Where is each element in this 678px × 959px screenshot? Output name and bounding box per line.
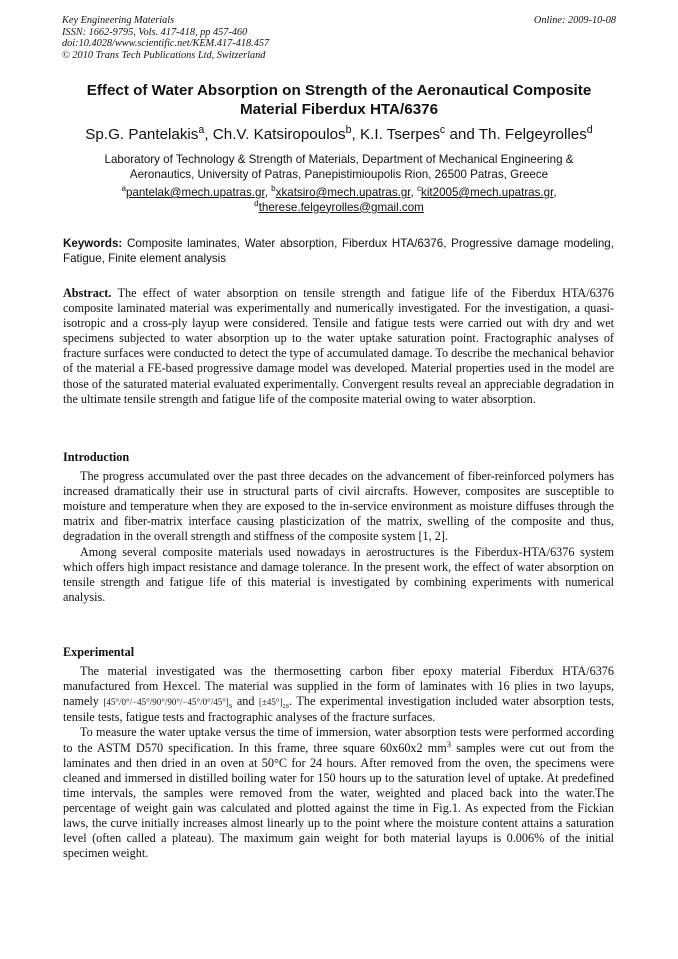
affiliation-line-1: Laboratory of Technology & Strength of Materials, Department of Mechanical Engineering &	[104, 153, 574, 166]
author-name: K.I. Tserpes	[360, 126, 440, 143]
layup-subscript: S	[228, 703, 233, 711]
email-link[interactable]: kit2005@mech.upatras.gr	[421, 186, 554, 199]
author-mark: c	[439, 123, 446, 136]
paragraph-text: . The experimental investigation included water absorption tests, tensile tests, fatigue tests and fractographic analyses of the fracture surfaces.	[63, 694, 615, 725]
online-date: Online: 2009-10-08	[533, 15, 616, 26]
author-separator: ,	[204, 126, 213, 143]
paragraph-text: To measure the water uptake versus the time of immersion, water absorption tests were performed according to the ASTM D570 specification. In this frame, three square 60x60x2 mm	[63, 725, 614, 755]
paragraph	[63, 664, 614, 725]
copyright-line: © 2010 Trans Tech Publications Ltd, Switzerland	[62, 49, 266, 61]
keywords-text: Composite laminates, Water absorption, Fiberdux HTA/6376, Progressive damage modeling, Fatigue, Finite element analysis	[63, 237, 614, 265]
issn-line: ISSN: 1662-9795, Vols. 417-418, pp 457-460	[62, 26, 248, 38]
keywords-label: Keywords:	[63, 237, 123, 250]
paragraph: The progress accumulated over the past three decades on the advancement of fiber-reinforced polymers has increased dramatically their use in structural parts of civil aircrafts. However, composites are susceptible to moisture and temperature when they are exposed to the in-service environment as moisture diffuses through the matrix and fiber-matrix interface causing plasticization of the matrix, swelling of the composite and thus, degradation in the overall strength and stiffness of the composite system [1, 2].	[63, 469, 614, 544]
journal-name: Key Engineering Materials	[62, 15, 175, 26]
paragraph	[63, 725, 614, 861]
author-name: Ch.V. Katsiropoulos	[212, 126, 346, 143]
experimental-section	[63, 645, 614, 861]
author-mark: a	[198, 123, 205, 136]
paragraph: Among several composite materials used nowadays in aerostructures is the Fiberdux-HTA/6376 system which offers high impact resistance and damage tolerance. In the present work, the effect of water absorption on tensile strength and fatigue life of this material is investigated by combining experiments with numerical analysis.	[63, 544, 614, 604]
author-name: Sp.G. Pantelakis	[85, 126, 199, 143]
title-line-1: Effect of Water Absorption on Strength of the Aeronautical Composite	[86, 82, 592, 99]
author-mark: b	[345, 123, 352, 136]
layup-notation	[258, 697, 290, 711]
email-link[interactable]: pantelak@mech.upatras.gr	[125, 186, 265, 199]
section-heading: Experimental	[63, 645, 135, 659]
email-mark: b	[271, 184, 276, 194]
email-mark: c	[416, 184, 422, 194]
section-heading: Introduction	[63, 450, 130, 464]
doi-line: doi:10.4028/www.scientific.net/KEM.417-418.457	[62, 38, 270, 50]
author-list	[30, 125, 648, 144]
title-line-2: Material Fiberdux HTA/6376	[239, 101, 439, 118]
email-mark: d	[254, 198, 259, 208]
journal-header	[62, 15, 616, 61]
author-separator: and	[445, 126, 479, 143]
email-mark: a	[121, 184, 126, 194]
layup-formula: [45°/0°/−45°/90°/90°/−45°/0°/45°]	[103, 697, 229, 708]
abstract-text: The effect of water absorption on tensile strength and fatigue life of the Fiberdux HTA/6376 composite laminated material was experimentally and numerically investigated. For the investigation, a quasi-isotropic and a cross-ply layup were considered. Tensile and fatigue tests were carried out with dry and wet specimens subjected to water absorption up to the water uptake saturation point. Fractographic analyses of fracture surfaces were conducted to detect the type of accumulated damage. To describe the mechanical behavior of the material a FE-based progressive damage model was developed. Material properties used in the model are those of the saturated material evaluated experimentally. Convergent results reveal an appreciable degradation in the ultimate tensile strength and fatigue life of the composite material owing to water absorption.	[63, 286, 614, 406]
affiliation-line-2: Aeronautics, University of Patras, Panepistimioupolis Rion, 26500 Patras, Greece	[129, 167, 549, 181]
author-separator: ,	[351, 126, 360, 143]
paragraph-text: and	[236, 694, 255, 709]
abstract-label: Abstract.	[63, 286, 112, 300]
author-name: Th. Felgeyrolles	[478, 126, 587, 143]
introduction-section	[63, 450, 614, 605]
unit-superscript: 3	[446, 738, 452, 749]
paragraph-text: The material investigated was the thermosetting carbon fiber epoxy material Fiberdux HTA/6376 manufactured from Hexcel. The material was supplied in the form of laminates with 16 plies in two layups, namely	[63, 664, 614, 709]
affiliation	[60, 153, 618, 182]
layup-formula: [±45°]	[258, 697, 283, 708]
abstract	[63, 286, 614, 407]
layup-subscript: 2S	[282, 703, 290, 711]
email-list: $^a$pantelak@mech.upatras.gr, $^b$xkatsiro@mech.upatras.gr, $^c$kit2005@mech.upatras.gr, $^d$therese.felgeyrolles@gmail.com	[121, 184, 557, 214]
author-mark: d	[586, 123, 593, 136]
email-link[interactable]: xkatsiro@mech.upatras.gr	[275, 186, 411, 199]
email-link[interactable]: therese.felgeyrolles@gmail.com	[258, 200, 424, 214]
layup-notation	[103, 697, 233, 711]
keywords	[63, 237, 614, 266]
paper-title	[40, 81, 638, 119]
paragraph-text: samples were cut out from the laminates and then dried in an oven at 50°C for 24 hours. After removed from the oven, the specimens were cleaned and immersed in distilled boiling water for 150 hours up to the saturation level of uptake. At predefined time intervals, the samples were removed from the water, weighted and placed back into the water.The percentage of weight gain was calculated and plotted against the time in Fig.1. As expected from the Fickian laws, the curve initially increases almost linearly up to the point where the moisture content attains a saturation level (often called a plateau). The maximum gain weight for both material layups is 0.006% of the initial specimen weight.	[63, 740, 614, 861]
